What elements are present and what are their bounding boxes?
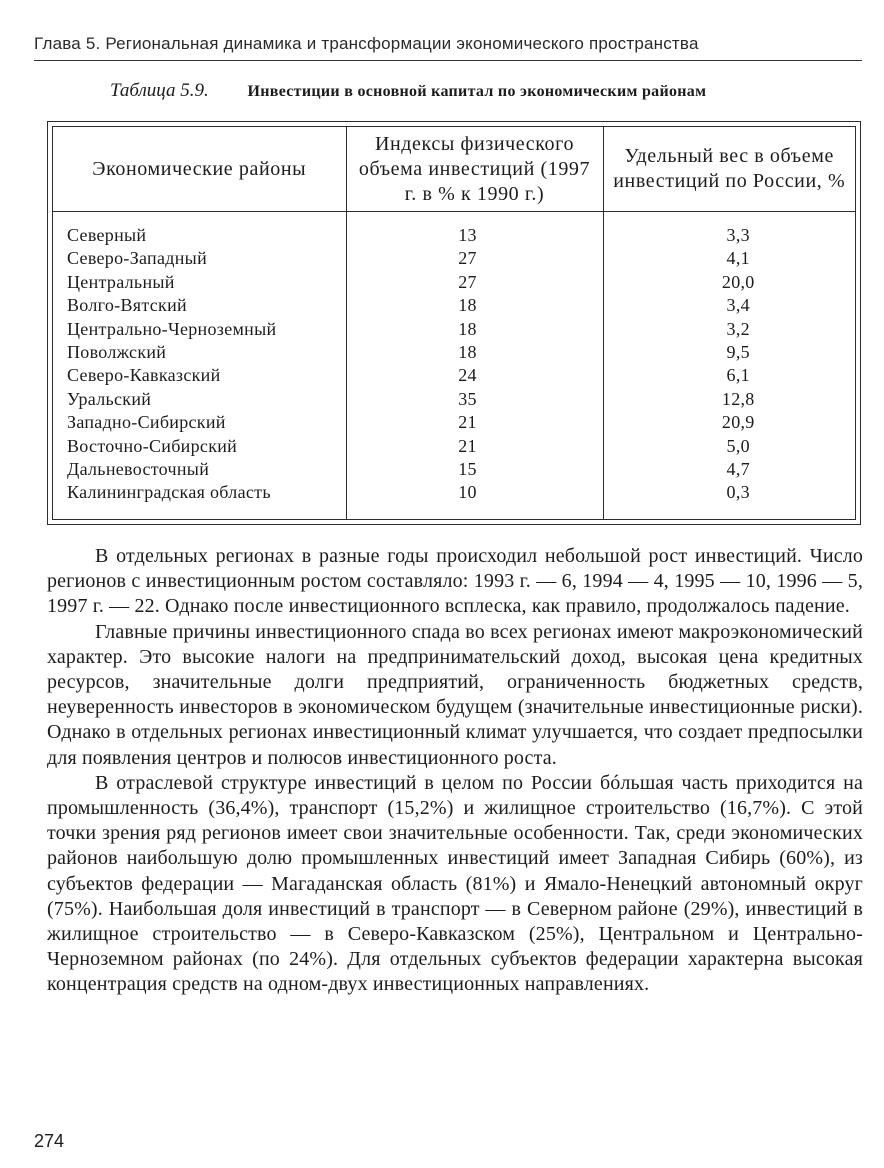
region-name: Западно-Сибирский [67,412,226,433]
region-name: Северный [67,225,147,245]
region-name: Калининградская область [67,482,271,503]
index-value: 35 [458,388,477,409]
header-regions: Экономические районы [53,127,346,212]
index-value: 21 [458,412,477,433]
share-value: 4,1 [726,248,750,269]
share-value: 4,7 [726,458,750,479]
page-number: 274 [34,1131,65,1151]
region-name: Восточно-Сибирский [67,435,238,456]
share-list [622,212,856,505]
table-inner-frame [52,126,856,520]
running-head: Глава 5. Региональная динамика и трансформации экономического пространства [34,34,699,53]
investment-table [53,127,855,519]
index-value: 18 [458,341,477,362]
paragraph: В отдельных регионах в разные годы происходил небольшой рост инвестиций. Число регионов с инвестиционным ростом составляло: 1993 г. — 6, 1994 — 4, 1995 — 10, 1996 — 5, 1997 г. — 22. Однако после инвестиционного всплеска, как правило, продолжалось падение. [47,545,863,618]
header-share: Удельный вес в объеме инвестиций по России, % [603,127,855,212]
paragraph: Главные причины инвестиционного спада во всех регионах имеют макроэкономический характер. Это высокие налоги на предпринимательский доход, высокая цена кредитных ресурсов, значительные долги предприятий, ограниченность бюджетных средств, неуверенность инвесторов в экономическом будущем (значительные инвестиционные риски). Однако в отдельных регионах инвестиционный климат улучшается, что создает предпосылки для появления центров и полюсов инвестиционного роста. [47,620,863,769]
region-name: Северо-Кавказский [67,365,221,386]
share-value: 9,5 [726,341,750,362]
index-value: 24 [458,365,477,386]
index-column [346,212,603,520]
table-frame [47,121,861,525]
table-header-row [53,127,855,212]
index-value: 10 [458,482,477,503]
share-value: 5,0 [726,435,750,456]
regions-column [53,212,346,520]
table-body-row [53,212,855,520]
share-value: 0,3 [726,482,750,503]
region-name: Поволжский [67,341,167,362]
index-list [347,212,589,505]
region-name: Волго-Вятский [67,295,187,316]
body-text [47,544,863,998]
regions-list [67,212,346,505]
header-rule [34,60,862,61]
share-value: 3,4 [726,295,750,316]
share-value: 12,8 [721,388,755,409]
table-caption [110,80,870,102]
index-value: 21 [458,435,477,456]
share-value: 6,1 [726,365,750,386]
region-name: Центрально-Черноземный [67,318,277,339]
share-column [603,212,855,520]
share-value: 20,0 [721,271,755,292]
paragraph: В отраслевой структуре инвестиций в целом по России бóльшая часть приходится на промышленность (36,4%), транспорт (15,2%) и жилищное строительство (16,7%). С этой точки зрения ряд регионов имеет свои значительные особенности. Так, среди экономических районов наибольшую долю промышленных инвестиций имеет Западная Сибирь (60%), из субъектов федерации — Магаданская область (81%) и Ямало-Ненецкий автономный округ (75%). Наибольшая доля инвестиций в транспорт — в Северном районе (29%), инвестиций в жилищное строительство — в Северо-Кавказском (25%), Центральном и Центрально-Черноземном районах (по 24%). Для отдельных субъектов федерации характерна высокая концентрация средств на одном-двух инвестиционных направлениях. [47,771,863,996]
index-value: 27 [458,271,477,292]
share-value: 20,9 [721,412,755,433]
index-value: 13 [458,225,477,245]
index-value: 18 [458,295,477,316]
table-number: Таблица 5.9. [110,80,209,101]
share-value: 3,3 [726,225,750,245]
share-value: 3,2 [726,318,750,339]
table-title: Инвестиции в основной капитал по экономическим районам [247,83,707,100]
header-index: Индексы физического объема инвестиций (1997 г. в % к 1990 г.) [346,127,603,212]
index-value: 18 [458,318,477,339]
region-name: Центральный [67,271,175,292]
region-name: Дальневосточный [67,458,210,479]
region-name: Северо-Западный [67,248,208,269]
index-value: 27 [458,248,477,269]
index-value: 15 [458,458,477,479]
region-name: Уральский [67,388,152,409]
